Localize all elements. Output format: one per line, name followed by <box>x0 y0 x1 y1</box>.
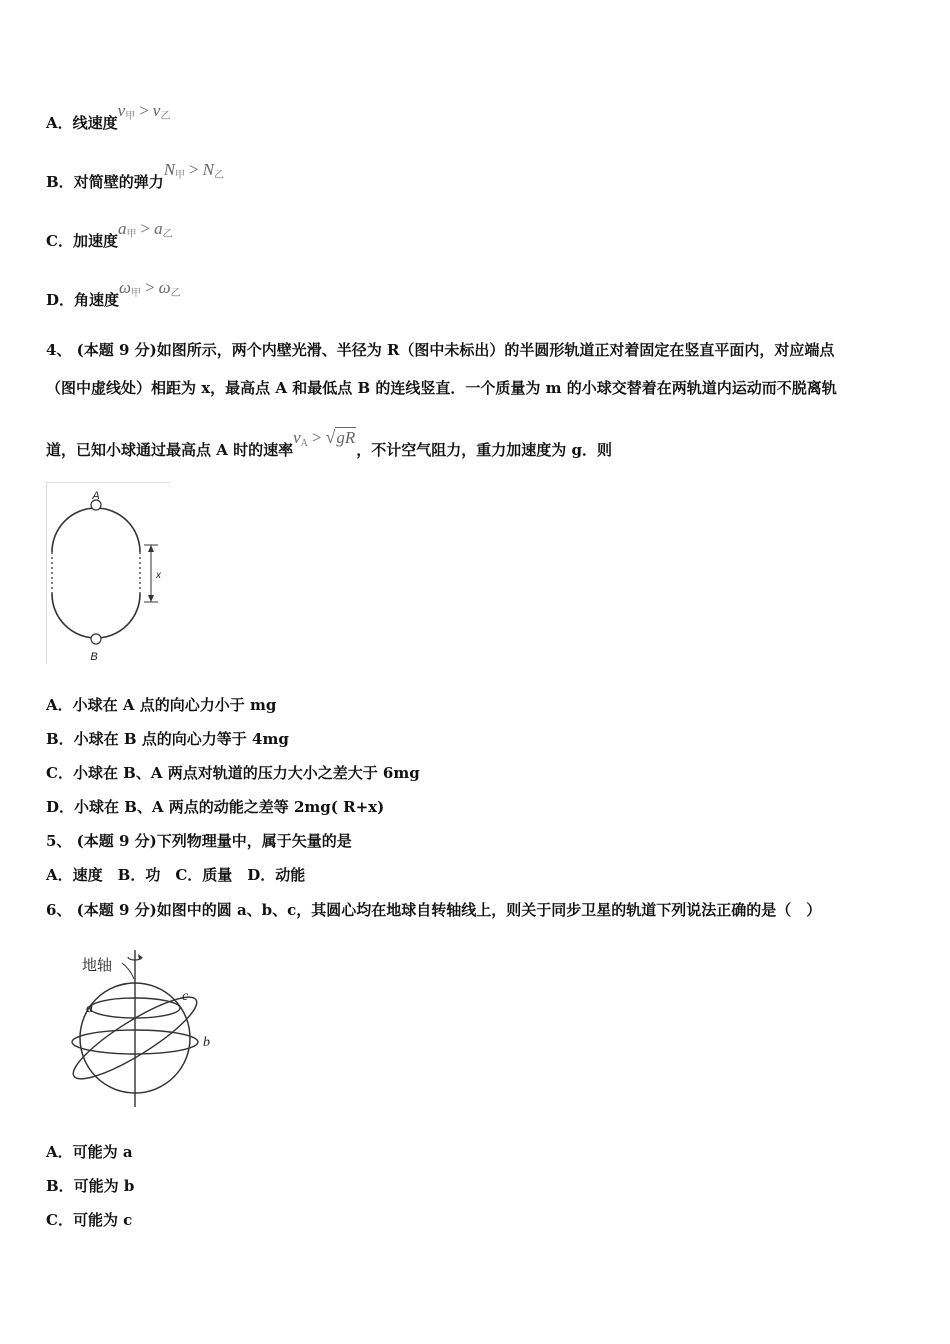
formula-operator: > <box>311 428 322 447</box>
q3-option-d <box>46 278 181 311</box>
formula-symbol: v <box>152 101 161 120</box>
formula-subscript: 乙 <box>160 111 171 122</box>
q4-stem-line-2: （图中虚线处）相距为 x，最高点 A 和最低点 B 的连线竖直．一个质量为 m 的小球交替着在两轨道内运动而不脱离轨 <box>46 379 837 397</box>
label-b: b <box>203 1035 210 1050</box>
option-text: 对简壁的弹力 <box>73 173 164 191</box>
formula-subscript: 乙 <box>170 288 181 299</box>
q4-option-a: A．小球在 A 点的向心力小于 mg <box>46 696 277 714</box>
ball-bottom <box>91 634 101 644</box>
q4-stem-line-1: 4、 (本题 9 分)如图所示，两个内壁光滑、半径为 R（图中未标出）的半圆形轨道正对着固定在竖直平面内，对应端点 <box>46 341 835 359</box>
option-text: 线速度 <box>72 114 118 132</box>
track-figure <box>46 482 170 664</box>
formula-operator: > <box>145 278 155 297</box>
label-a: a <box>86 1001 93 1016</box>
formula <box>118 101 171 120</box>
upper-semicircle <box>52 508 140 552</box>
formula <box>164 160 224 179</box>
formula-symbol: N <box>163 160 176 179</box>
formula-subscript: 甲 <box>175 170 186 181</box>
formula-symbol: ω <box>158 278 171 297</box>
speed-condition-formula <box>293 428 356 447</box>
formula-symbol: v <box>117 101 126 120</box>
lower-semicircle <box>52 594 140 638</box>
option-letter: A． <box>46 114 73 132</box>
formula <box>119 278 181 297</box>
formula-symbol: N <box>202 160 214 179</box>
formula-symbol: v <box>293 428 301 447</box>
sqrt-icon: √ <box>325 427 336 447</box>
formula-symbol: a <box>117 219 127 238</box>
option-letter: C． <box>46 232 73 250</box>
q5-options: A．速度 B．功 C．质量 D．动能 <box>46 866 306 884</box>
label-b: B <box>90 651 98 663</box>
axis-label: 地轴 <box>82 956 113 974</box>
formula-subscript: A <box>300 438 308 449</box>
q3-option-b <box>46 160 224 193</box>
label-a: A <box>92 490 100 502</box>
q3-option-c <box>46 219 173 252</box>
formula-symbol: ω <box>119 278 132 297</box>
formula-subscript: 甲 <box>131 288 142 299</box>
formula-subscript: 乙 <box>162 229 173 240</box>
option-letter: D． <box>46 291 75 309</box>
earth-orbit-figure <box>60 945 220 1110</box>
formula-operator: > <box>189 160 199 179</box>
q6-option-a: A．可能为 a <box>46 1143 133 1161</box>
formula-subscript: 甲 <box>125 111 136 122</box>
option-text: 加速度 <box>72 232 118 250</box>
q5-stem: 5、 (本题 9 分)下列物理量中，属于矢量的是 <box>46 832 352 850</box>
formula-operator: > <box>140 219 151 238</box>
stem-text: 道，已知小球通过最高点 A 时的速率 <box>46 441 294 459</box>
stem-text: ，不计空气阻力，重力加速度为 g．则 <box>356 441 612 459</box>
sqrt-argument: gR <box>336 428 356 447</box>
option-text: 角速度 <box>74 291 120 309</box>
formula-symbol: a <box>154 219 163 238</box>
q4-option-d: D．小球在 B、A 两点的动能之差等 2mg( R+x) <box>46 798 385 816</box>
q4-option-c: C．小球在 B、A 两点对轨道的压力大小之差大于 6mg <box>46 764 420 782</box>
q4-option-b: B．小球在 B 点的向心力等于 4mg <box>46 730 289 748</box>
formula-subscript: 乙 <box>213 170 224 181</box>
q6-option-b: B．可能为 b <box>46 1177 135 1195</box>
formula-subscript: 甲 <box>126 229 137 240</box>
q6-option-c: C．可能为 c <box>46 1211 133 1229</box>
q4-stem-line-3 <box>46 427 612 461</box>
formula <box>118 219 173 238</box>
label-x: x <box>156 570 161 581</box>
formula-operator: > <box>139 101 149 120</box>
label-c: c <box>182 989 189 1004</box>
q6-stem: 6、 (本题 9 分)如图中的圆 a、b、c，其圆心均在地球自转轴线上，则关于同步卫星的轨道下列说法正确的是（ ） <box>46 901 822 919</box>
q3-option-a <box>46 101 171 134</box>
option-letter: B． <box>46 173 74 191</box>
